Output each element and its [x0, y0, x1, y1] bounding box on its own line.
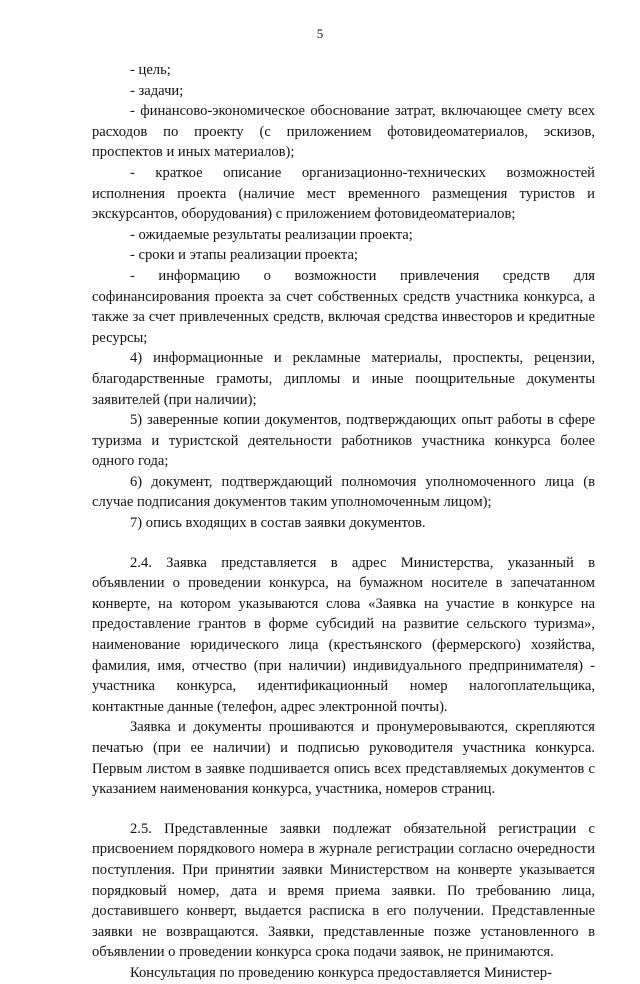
list-item-5-experience-copies: 5) заверенные копии документов, подтверждающих опыт работы в сфере туризма и туристской деятельности работников участника конкурса более одного года;	[92, 412, 595, 470]
list-item-6-authority-document: 6) документ, подтверждающий полномочия уполномоченного лица (в случае подписания документов таким уполномоченным лицом);	[92, 473, 595, 511]
list-item-goal: - цель;	[130, 62, 171, 78]
list-item-4-promo-materials: 4) информационные и рекламные материалы, проспекты, рецензии, благодарственные грамоты, дипломы и иные поощрительные документы заявителей (при наличии);	[92, 350, 595, 408]
list-item-technical-capabilities: - краткое описание организационно-технических возможностей исполнения проекта (наличие мест временного размещения туристов и экскурсантов, оборудования) с приложением фотовидеоматериалов;	[92, 164, 595, 223]
list-item-expected-results: - ожидаемые результаты реализации проекта;	[130, 226, 413, 243]
binding-paragraph: Заявка и документы прошиваются и пронумеровываются, скрепляются печатью (при ее наличии) и подписью руководителя участника конкурса. Первым листом в заявке подшивается опись всех представляемых документов с указанием наименования конкурса, участника, номеров страниц.	[92, 719, 595, 798]
consultation-paragraph: Консультация по проведению конкурса предоставляется Министер-	[130, 964, 552, 981]
section-2-5-paragraph: 2.5. Представленные заявки подлежат обязательной регистрации с присвоением порядкового номера в журнале регистрации согласно очередности поступления. При принятии заявки Министерством на конверте указывается порядковый номер, дата и время приема заявки. По требованию лица, доставившего конверт, выдается расписка в его получении. Представленные заявки не возвращаются. Заявки, представленные позже установленного в объявлении о проведении конкурса срока подачи заявок, не принимаются.	[92, 820, 595, 961]
page-number: 5	[316, 26, 324, 41]
section-2-4-paragraph: 2.4. Заявка представляется в адрес Министерства, указанный в объявлении о проведении конкурса, на бумажном носителе в запечатанном конверте, на котором указываются слова «Заявка на участие в конкурсе на предоставление грантов в форме субсидий на развитие сельского туризма», наименование юридического лица (крестьянского (фермерского) хозяйства, фамилия, имя, отчество (при наличии) индивидуального предпринимателя) - участника конкурса, идентификационный номер налогоплательщика, контактные данные (телефон, адрес электронной почты).	[92, 554, 595, 715]
list-item-7-document-inventory: 7) опись входящих в состав заявки документов.	[130, 515, 426, 532]
list-item-tasks: - задачи;	[130, 82, 184, 99]
list-item-cofinancing: - информацию о возможности привлечения средств для софинансирования проекта за счет собственных средств участника конкурса, а также за счет привлеченных средств, включая средства инвесторов и кредитные ресурсы;	[92, 267, 595, 346]
list-item-financial-justification: - финансово-экономическое обоснование затрат, включающее смету всех расходов по проекту (с приложением фотовидеоматериалов, эскизов, проспектов и иных материалов);	[92, 103, 595, 161]
document-body	[92, 60, 595, 984]
list-item-timeline: - сроки и этапы реализации проекта;	[130, 247, 358, 264]
